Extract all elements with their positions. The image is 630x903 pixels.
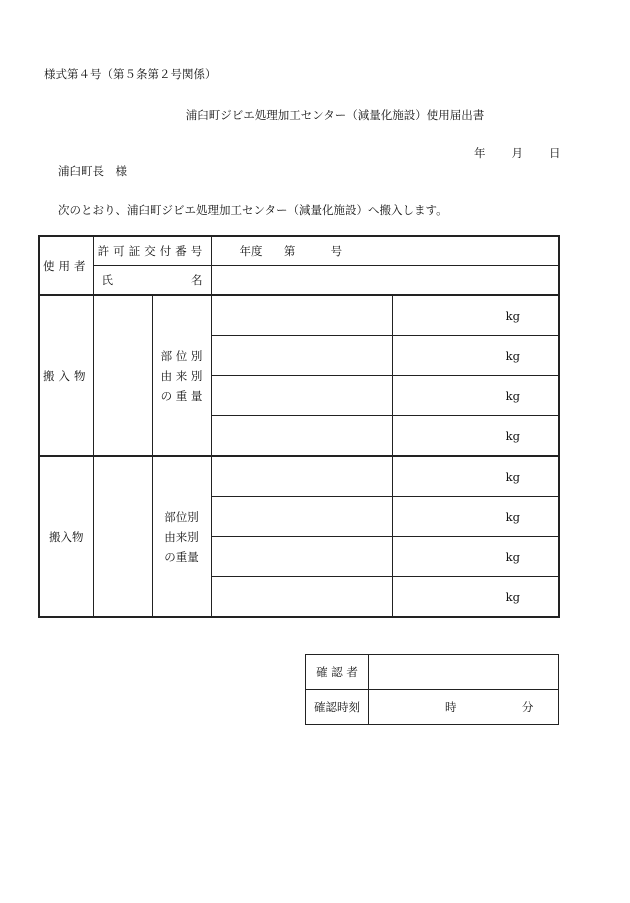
item-description-field[interactable] bbox=[93, 295, 152, 456]
item-description-field[interactable] bbox=[93, 456, 152, 617]
name-field[interactable] bbox=[211, 266, 559, 296]
document-title: 浦臼町ジビエ処理加工センター（減量化施設）使用届出書 bbox=[185, 108, 485, 122]
permit-label: 許可証交付番号 bbox=[93, 236, 211, 266]
weight-field[interactable] bbox=[392, 456, 559, 497]
date-line bbox=[474, 145, 561, 161]
unit-kg: kg bbox=[505, 348, 520, 363]
part-field[interactable] bbox=[211, 577, 392, 618]
weight-field[interactable] bbox=[392, 577, 559, 618]
weight-label-line: 由来別 bbox=[164, 529, 199, 544]
unit-kg: kg bbox=[505, 388, 520, 403]
permit-go: 号 bbox=[330, 244, 343, 258]
date-month: 月 bbox=[511, 146, 523, 160]
weight-field[interactable] bbox=[392, 376, 559, 416]
weight-field[interactable] bbox=[392, 336, 559, 376]
unit-kg: kg bbox=[505, 509, 520, 524]
addressee: 浦臼町長 様 bbox=[58, 164, 127, 178]
weight-label bbox=[152, 456, 211, 617]
unit-kg: kg bbox=[505, 549, 520, 564]
confirmation-table bbox=[305, 654, 559, 725]
unit-kg: kg bbox=[505, 589, 520, 604]
name-label-shi: 氏 bbox=[101, 273, 113, 287]
part-field[interactable] bbox=[211, 497, 392, 537]
item-label: 搬入物 bbox=[39, 456, 93, 617]
confirm-time-row bbox=[306, 690, 559, 725]
part-field[interactable] bbox=[211, 336, 392, 376]
confirmer-label: 確 認 者 bbox=[306, 655, 369, 690]
hour-unit: 時 bbox=[445, 700, 457, 714]
part-field[interactable] bbox=[211, 295, 392, 336]
weight-field[interactable] bbox=[392, 416, 559, 457]
item-row bbox=[39, 295, 559, 336]
user-label: 使用者 bbox=[39, 236, 93, 295]
permit-number-field[interactable] bbox=[211, 236, 559, 266]
part-field[interactable] bbox=[211, 376, 392, 416]
name-row bbox=[39, 266, 559, 296]
weight-label-line: 部位別 bbox=[164, 509, 199, 524]
application-table bbox=[38, 235, 560, 618]
weight-label-line: 由 来 別 bbox=[160, 368, 203, 383]
confirm-time-field[interactable] bbox=[369, 690, 559, 725]
item-row bbox=[39, 456, 559, 497]
unit-kg: kg bbox=[505, 469, 520, 484]
name-label-mei: 名 bbox=[191, 273, 203, 287]
weight-label bbox=[152, 295, 211, 456]
name-label bbox=[93, 266, 211, 296]
weight-label-line: の重量 bbox=[164, 549, 199, 564]
confirmer-row bbox=[306, 655, 559, 690]
item-label: 搬入物 bbox=[39, 295, 93, 456]
unit-kg: kg bbox=[505, 428, 520, 443]
weight-field[interactable] bbox=[392, 295, 559, 336]
weight-label-line: 部 位 別 bbox=[160, 348, 203, 363]
part-field[interactable] bbox=[211, 537, 392, 577]
confirm-time-label: 確認時刻 bbox=[306, 690, 369, 725]
part-field[interactable] bbox=[211, 456, 392, 497]
form-number: 様式第４号（第５条第２号関係） bbox=[44, 67, 217, 81]
date-year: 年 bbox=[474, 146, 486, 160]
part-field[interactable] bbox=[211, 416, 392, 457]
permit-dai: 第 bbox=[283, 244, 296, 258]
date-day: 日 bbox=[549, 146, 561, 160]
weight-field[interactable] bbox=[392, 537, 559, 577]
weight-label-line: の 重 量 bbox=[160, 388, 203, 403]
minute-unit: 分 bbox=[521, 700, 534, 714]
confirmer-field[interactable] bbox=[369, 655, 559, 690]
weight-field[interactable] bbox=[392, 497, 559, 537]
intro-text: 次のとおり、浦臼町ジビエ処理加工センター（減量化施設）へ搬入します。 bbox=[58, 203, 448, 217]
permit-row bbox=[39, 236, 559, 266]
unit-kg: kg bbox=[505, 308, 520, 323]
permit-nendo: 年度 bbox=[239, 244, 263, 258]
